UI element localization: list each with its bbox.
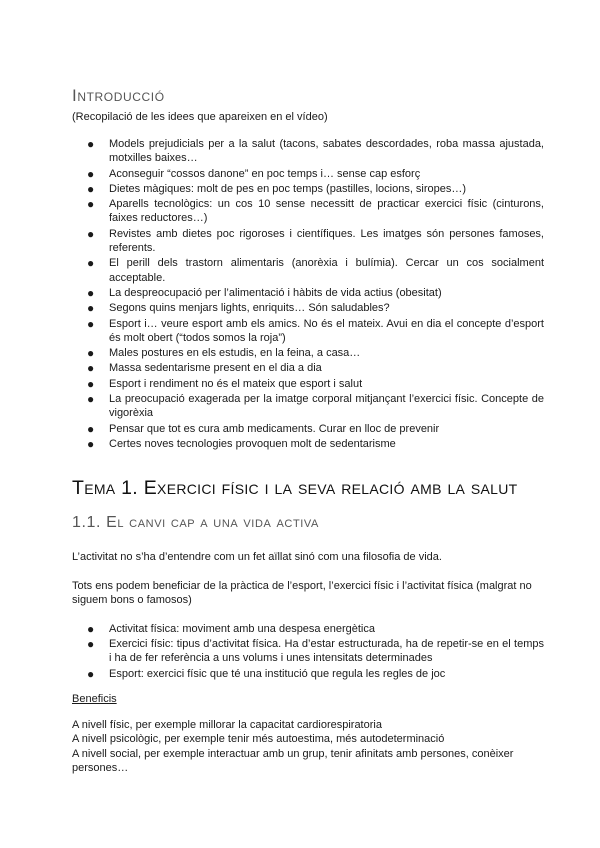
bullet-icon: ● <box>87 181 95 196</box>
list-item: ● Dietes màgiques: molt de pes en poc temps (pastilles, locions, siropes…) <box>87 181 467 196</box>
paragraph: Tots ens podem beneficiar de la pràctica de l’esport, l’exercici físic i l’activitat física (malgrat no siguem bons o famosos) <box>72 579 532 607</box>
bullet-icon: ● <box>87 197 95 212</box>
intro-subtitle: (Recopilació de les idees que apareixen en el vídeo) <box>72 111 328 123</box>
list-item: ● Segons quins menjars lights, enriquits… Són saludables? <box>87 301 390 316</box>
intro-bullet-list <box>72 137 544 451</box>
list-item: ● Aparells tecnològics: un cos 10 sense necessitt de practicar exercici físic (cinturons, faixes reductores…) <box>87 197 544 225</box>
bullet-icon: ● <box>87 137 95 151</box>
bullet-icon: ● <box>87 392 95 407</box>
bullet-icon: ● <box>87 436 95 451</box>
list-item: ● Pensar que tot es cura amb medicaments. Curar en lloc de prevenir <box>87 421 440 436</box>
list-item: ● Massa sedentarisme present en el dia a dia <box>87 361 322 376</box>
bullet-icon: ● <box>87 376 95 391</box>
bullet-icon: ● <box>87 256 95 271</box>
list-item: ● La preocupació exagerada per la imatge corporal mitjançant l’exercici físic. Concepte de vigorèxia <box>87 392 544 420</box>
bullet-icon: ● <box>87 301 95 316</box>
section-heading: 1.1. El canvi cap a una vida activa <box>72 514 319 532</box>
paragraph: L’activitat no s’ha d’entendre com un fet aïllat sinó com una filosofia de vida. <box>72 551 442 564</box>
bullet-icon: ● <box>87 621 95 636</box>
bullet-icon: ● <box>87 421 95 436</box>
benefit-line: A nivell físic, per exemple millorar la capacitat cardiorespiratoria <box>72 718 382 731</box>
bullet-icon: ● <box>87 226 95 241</box>
bullet-icon: ● <box>87 316 95 331</box>
list-item: ● Activitat física: moviment amb una despesa energètica <box>87 621 375 636</box>
intro-heading: Introducció <box>72 86 165 105</box>
bullet-icon: ● <box>87 166 95 181</box>
bullet-icon: ● <box>87 666 95 681</box>
list-item: ● Exercici físic: tipus d’activitat física. Ha d’estar estructurada, ha de repetir-se en el temps i ha de fer referència a uns volums i unes intensitats determinades <box>87 637 544 665</box>
bullet-icon: ● <box>87 285 95 300</box>
bullet-icon: ● <box>87 361 95 376</box>
benefit-line: A nivell psicològic, per exemple tenir més autoestima, més autodeterminació <box>72 733 445 746</box>
bullet-icon: ● <box>87 346 95 361</box>
list-item: ● Esport: exercici físic que té una institució que regula les regles de joc <box>87 666 446 681</box>
bullet-icon: ● <box>87 637 95 652</box>
definitions-list <box>72 622 544 681</box>
list-item: ● Esport i… veure esport amb els amics. No és el mateix. Avui en dia el concepte d’esport és molt obert (“todos somos la roja”) <box>87 316 544 344</box>
list-item: ● Males postures en els estudis, en la feina, a casa… <box>87 346 361 361</box>
benefit-line: A nivell social, per exemple interactuar amb un grup, tenir afinitats amb persones, conèixer persones… <box>72 747 514 775</box>
tema-heading: Tema 1. Exercici físic i la seva relació amb la salut <box>72 477 518 500</box>
list-item: ● Aconseguir “cossos danone” en poc temps i… sense cap esforç <box>87 166 421 181</box>
list-item: ● El perill dels trastorn alimentaris (anorèxia i bulímia). Cercar un cos socialment acceptable. <box>87 256 544 284</box>
list-item: ● La despreocupació per l’alimentació i hàbits de vida actius (obesitat) <box>87 285 442 300</box>
list-item: ● Esport i rendiment no és el mateix que esport i salut <box>87 376 363 391</box>
list-item: ● Models prejudicials per a la salut (tacons, sabates descordades, roba massa ajustada, motxilles baixes… <box>87 137 544 165</box>
benefits-heading: Beneficis <box>72 692 117 705</box>
list-item: ● Revistes amb dietes poc rigoroses i científiques. Les imatges són persones famoses, referents. <box>87 226 544 255</box>
list-item: ● Certes noves tecnologies provoquen molt de sedentarisme <box>87 436 396 451</box>
